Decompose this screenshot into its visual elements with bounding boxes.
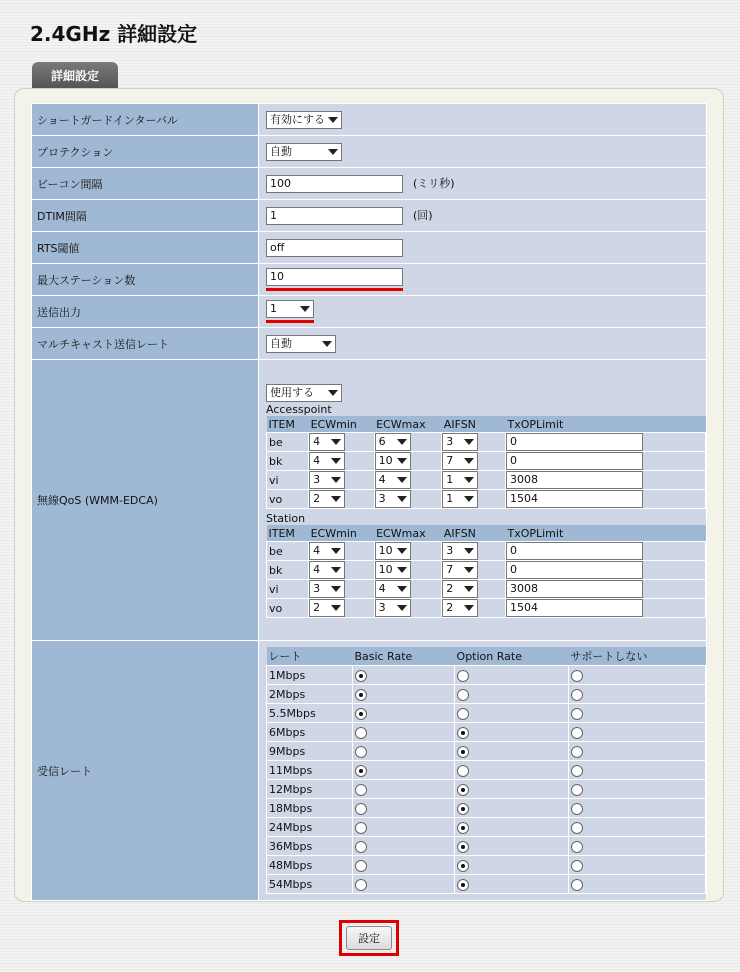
rts-input[interactable]: off xyxy=(266,239,403,257)
qos-value-select[interactable] xyxy=(309,433,345,451)
qos-item: vo xyxy=(267,490,309,509)
txop-input[interactable]: 0 xyxy=(506,542,643,560)
rate-radio[interactable] xyxy=(457,803,469,815)
row-dtim xyxy=(32,200,707,232)
rate-radio[interactable] xyxy=(571,708,583,720)
qos-row xyxy=(267,561,706,580)
highlight-underline xyxy=(266,268,403,291)
qos-row xyxy=(267,452,706,471)
qos-value-select[interactable] xyxy=(375,471,411,489)
rate-row xyxy=(267,723,706,742)
beacon-unit: (ミリ秒) xyxy=(413,176,455,190)
rate-row xyxy=(267,704,706,723)
rate-radio[interactable] xyxy=(355,727,367,739)
row-multicast xyxy=(32,328,707,360)
rate-label: 2Mbps xyxy=(267,685,353,704)
select-value: 10 xyxy=(378,454,393,467)
rate-radio[interactable] xyxy=(571,879,583,891)
qos-header: ECWmin xyxy=(309,525,375,542)
rate-label: 5.5Mbps xyxy=(267,704,353,723)
qos-header: ECWmax xyxy=(374,416,442,433)
rate-radio[interactable] xyxy=(457,784,469,796)
rate-radio[interactable] xyxy=(457,708,469,720)
qos-value-select[interactable] xyxy=(442,471,478,489)
qos-value-select[interactable] xyxy=(375,490,411,508)
rate-header: レート xyxy=(267,647,353,666)
chevron-down-icon xyxy=(464,458,474,464)
rate-row xyxy=(267,856,706,875)
rate-header: Basic Rate xyxy=(352,647,454,666)
qos-header: ITEM xyxy=(267,416,309,433)
chevron-down-icon xyxy=(397,439,407,445)
qos-item: vi xyxy=(267,471,309,490)
chevron-down-icon xyxy=(331,605,341,611)
rate-radio[interactable] xyxy=(355,879,367,891)
chevron-down-icon xyxy=(464,567,474,573)
rate-row xyxy=(267,761,706,780)
select-value: 3 xyxy=(378,492,386,505)
qos-header: AIFSN xyxy=(442,525,506,542)
rate-radio[interactable] xyxy=(457,746,469,758)
chevron-down-icon xyxy=(331,477,341,483)
select-value: 4 xyxy=(313,544,321,557)
chevron-down-icon xyxy=(397,548,407,554)
qos-value-select[interactable] xyxy=(442,433,478,451)
qos-row xyxy=(267,580,706,599)
qos-value-select[interactable] xyxy=(442,542,478,560)
accesspoint-table xyxy=(266,416,706,509)
row-short-guard xyxy=(32,104,707,136)
select-value: 1 xyxy=(446,473,454,486)
max-stations-input[interactable]: 10 xyxy=(266,268,403,286)
chevron-down-icon xyxy=(464,586,474,592)
tab-advanced-settings[interactable]: 詳細設定 xyxy=(32,62,118,88)
qos-value-select[interactable] xyxy=(375,599,411,617)
rate-radio[interactable] xyxy=(571,784,583,796)
qos-header: ECWmax xyxy=(374,525,442,542)
tx-power-select[interactable] xyxy=(266,300,314,318)
qos-value-select[interactable] xyxy=(309,580,345,598)
chevron-down-icon xyxy=(397,458,407,464)
rate-label: 48Mbps xyxy=(267,856,353,875)
qos-row xyxy=(267,471,706,490)
rate-label: 54Mbps xyxy=(267,875,353,894)
chevron-down-icon xyxy=(397,586,407,592)
rate-radio[interactable] xyxy=(457,860,469,872)
rate-label: 1Mbps xyxy=(267,666,353,685)
qos-row xyxy=(267,490,706,509)
chevron-down-icon xyxy=(464,548,474,554)
select-value: 2 xyxy=(446,601,454,614)
rate-radio[interactable] xyxy=(355,841,367,853)
select-value: 7 xyxy=(446,563,454,576)
rate-row xyxy=(267,666,706,685)
rate-radio[interactable] xyxy=(457,765,469,777)
page-title: 2.4GHz 詳細設定 xyxy=(30,22,198,46)
rate-radio[interactable] xyxy=(571,689,583,701)
rate-radio[interactable] xyxy=(355,822,367,834)
qos-header: ECWmin xyxy=(309,416,375,433)
qos-label: 無線QoS (WMM-EDCA) xyxy=(32,360,259,641)
select-value: 4 xyxy=(313,563,321,576)
txop-input[interactable]: 0 xyxy=(506,561,643,579)
txop-input[interactable]: 1504 xyxy=(506,599,643,617)
qos-mode-value: 使用する xyxy=(270,386,314,399)
select-value: 4 xyxy=(313,435,321,448)
protection-select[interactable] xyxy=(266,143,342,161)
chevron-down-icon xyxy=(464,477,474,483)
beacon-input[interactable]: 100 xyxy=(266,175,403,193)
chevron-down-icon xyxy=(464,439,474,445)
select-value: 2 xyxy=(313,492,321,505)
rate-radio[interactable] xyxy=(457,879,469,891)
rate-header: サポートしない xyxy=(568,647,705,666)
multicast-value: 自動 xyxy=(270,336,292,350)
rate-label: 11Mbps xyxy=(267,761,353,780)
select-value: 7 xyxy=(446,454,454,467)
qos-value-select[interactable] xyxy=(442,490,478,508)
rate-radio[interactable] xyxy=(457,689,469,701)
select-value: 3 xyxy=(378,601,386,614)
rate-radio[interactable] xyxy=(571,860,583,872)
rate-radio[interactable] xyxy=(571,670,583,682)
rate-radio[interactable] xyxy=(355,860,367,872)
qos-value-select[interactable] xyxy=(309,599,345,617)
qos-header: TxOPLimit xyxy=(505,416,705,433)
qos-item: vo xyxy=(267,599,309,618)
rate-row xyxy=(267,837,706,856)
row-max-stations xyxy=(32,264,707,296)
select-value: 3 xyxy=(446,544,454,557)
qos-header: ITEM xyxy=(267,525,309,542)
chevron-down-icon xyxy=(328,149,338,155)
chevron-down-icon xyxy=(397,605,407,611)
qos-value-select[interactable] xyxy=(309,452,345,470)
qos-value-select[interactable] xyxy=(375,452,411,470)
rate-radio[interactable] xyxy=(355,689,367,701)
chevron-down-icon xyxy=(464,605,474,611)
qos-value-select[interactable] xyxy=(442,452,478,470)
select-value: 1 xyxy=(446,492,454,505)
rate-row xyxy=(267,818,706,837)
rate-radio[interactable] xyxy=(355,670,367,682)
protection-label: プロテクション xyxy=(32,136,259,168)
rate-label: 24Mbps xyxy=(267,818,353,837)
tx-power-label: 送信出力 xyxy=(32,296,259,328)
rate-row xyxy=(267,799,706,818)
dtim-input[interactable]: 1 xyxy=(266,207,403,225)
rate-radio[interactable] xyxy=(355,765,367,777)
rate-radio[interactable] xyxy=(355,803,367,815)
rate-radio[interactable] xyxy=(571,727,583,739)
qos-item: be xyxy=(267,433,309,452)
tx-power-value: 1 xyxy=(270,302,277,315)
rate-label: 9Mbps xyxy=(267,742,353,761)
row-rates xyxy=(32,641,707,901)
select-value: 10 xyxy=(378,563,393,576)
rate-radio[interactable] xyxy=(571,841,583,853)
rate-label: 36Mbps xyxy=(267,837,353,856)
rate-radio[interactable] xyxy=(457,670,469,682)
chevron-down-icon xyxy=(331,458,341,464)
chevron-down-icon xyxy=(397,567,407,573)
short-guard-select[interactable] xyxy=(266,111,342,129)
rts-label: RTS閾値 xyxy=(32,232,259,264)
rate-row xyxy=(267,875,706,894)
txop-input[interactable]: 0 xyxy=(506,452,643,470)
row-beacon xyxy=(32,168,707,200)
qos-value-select[interactable] xyxy=(309,542,345,560)
select-value: 4 xyxy=(378,582,386,595)
rate-radio[interactable] xyxy=(571,822,583,834)
select-value: 2 xyxy=(446,582,454,595)
qos-item: bk xyxy=(267,452,309,471)
rate-radio[interactable] xyxy=(457,822,469,834)
qos-header: AIFSN xyxy=(442,416,506,433)
qos-item: vi xyxy=(267,580,309,599)
chevron-down-icon xyxy=(331,496,341,502)
accesspoint-title: Accesspoint xyxy=(266,403,332,416)
select-value: 3 xyxy=(313,473,321,486)
chevron-down-icon xyxy=(331,439,341,445)
beacon-label: ビーコン間隔 xyxy=(32,168,259,200)
row-tx-power xyxy=(32,296,707,328)
rate-row xyxy=(267,742,706,761)
select-value: 4 xyxy=(313,454,321,467)
rate-row xyxy=(267,685,706,704)
rate-label: 6Mbps xyxy=(267,723,353,742)
chevron-down-icon xyxy=(331,567,341,573)
station-title: Station xyxy=(266,512,306,525)
chevron-down-icon xyxy=(328,117,338,123)
submit-highlight xyxy=(339,920,399,956)
qos-header: TxOPLimit xyxy=(505,525,705,542)
chevron-down-icon xyxy=(331,586,341,592)
select-value: 4 xyxy=(378,473,386,486)
dtim-label: DTIM間隔 xyxy=(32,200,259,232)
chevron-down-icon xyxy=(300,306,310,312)
rate-label: 12Mbps xyxy=(267,780,353,799)
chevron-down-icon xyxy=(328,390,338,396)
qos-value-select[interactable] xyxy=(442,599,478,617)
qos-value-select[interactable] xyxy=(375,561,411,579)
qos-value-select[interactable] xyxy=(309,490,345,508)
select-value: 6 xyxy=(378,435,386,448)
protection-value: 自動 xyxy=(270,144,292,158)
row-qos xyxy=(32,360,707,641)
qos-value-select[interactable] xyxy=(442,561,478,579)
chevron-down-icon xyxy=(397,496,407,502)
qos-row xyxy=(267,542,706,561)
row-protection xyxy=(32,136,707,168)
max-stations-label: 最大ステーション数 xyxy=(32,264,259,296)
rate-label: 18Mbps xyxy=(267,799,353,818)
select-value: 3 xyxy=(446,435,454,448)
rate-radio[interactable] xyxy=(571,803,583,815)
qos-value-select[interactable] xyxy=(309,561,345,579)
rate-radio[interactable] xyxy=(457,841,469,853)
submit-button[interactable]: 設定 xyxy=(346,926,392,950)
chevron-down-icon xyxy=(322,341,332,347)
qos-value-select[interactable] xyxy=(375,542,411,560)
rate-radio[interactable] xyxy=(457,727,469,739)
rate-header: Option Rate xyxy=(455,647,569,666)
qos-row xyxy=(267,433,706,452)
qos-item: bk xyxy=(267,561,309,580)
qos-value-select[interactable] xyxy=(375,580,411,598)
rates-table xyxy=(266,647,706,894)
rates-label: 受信レート xyxy=(32,641,259,901)
qos-item: be xyxy=(267,542,309,561)
short-guard-value: 有効にする xyxy=(270,112,325,126)
dtim-unit: (回) xyxy=(413,208,433,222)
txop-input[interactable]: 3008 xyxy=(506,471,643,489)
rate-radio[interactable] xyxy=(355,746,367,758)
chevron-down-icon xyxy=(464,496,474,502)
chevron-down-icon xyxy=(397,477,407,483)
qos-row xyxy=(267,599,706,618)
select-value: 3 xyxy=(313,582,321,595)
qos-mode-select[interactable] xyxy=(266,384,342,402)
qos-value-select[interactable] xyxy=(375,433,411,451)
short-guard-label: ショートガードインターバル xyxy=(32,104,259,136)
rate-radio[interactable] xyxy=(571,765,583,777)
station-table xyxy=(266,525,706,618)
qos-value-select[interactable] xyxy=(442,580,478,598)
settings-table xyxy=(31,103,707,901)
txop-input[interactable]: 1504 xyxy=(506,490,643,508)
select-value: 2 xyxy=(313,601,321,614)
multicast-select[interactable] xyxy=(266,335,336,353)
rate-row xyxy=(267,780,706,799)
row-rts xyxy=(32,232,707,264)
qos-value-select[interactable] xyxy=(309,471,345,489)
rate-radio[interactable] xyxy=(355,784,367,796)
txop-input[interactable]: 0 xyxy=(506,433,643,451)
select-value: 10 xyxy=(378,544,393,557)
rate-radio[interactable] xyxy=(355,708,367,720)
txop-input[interactable]: 3008 xyxy=(506,580,643,598)
multicast-label: マルチキャスト送信レート xyxy=(32,328,259,360)
rate-radio[interactable] xyxy=(571,746,583,758)
chevron-down-icon xyxy=(331,548,341,554)
highlight-underline xyxy=(266,300,314,323)
